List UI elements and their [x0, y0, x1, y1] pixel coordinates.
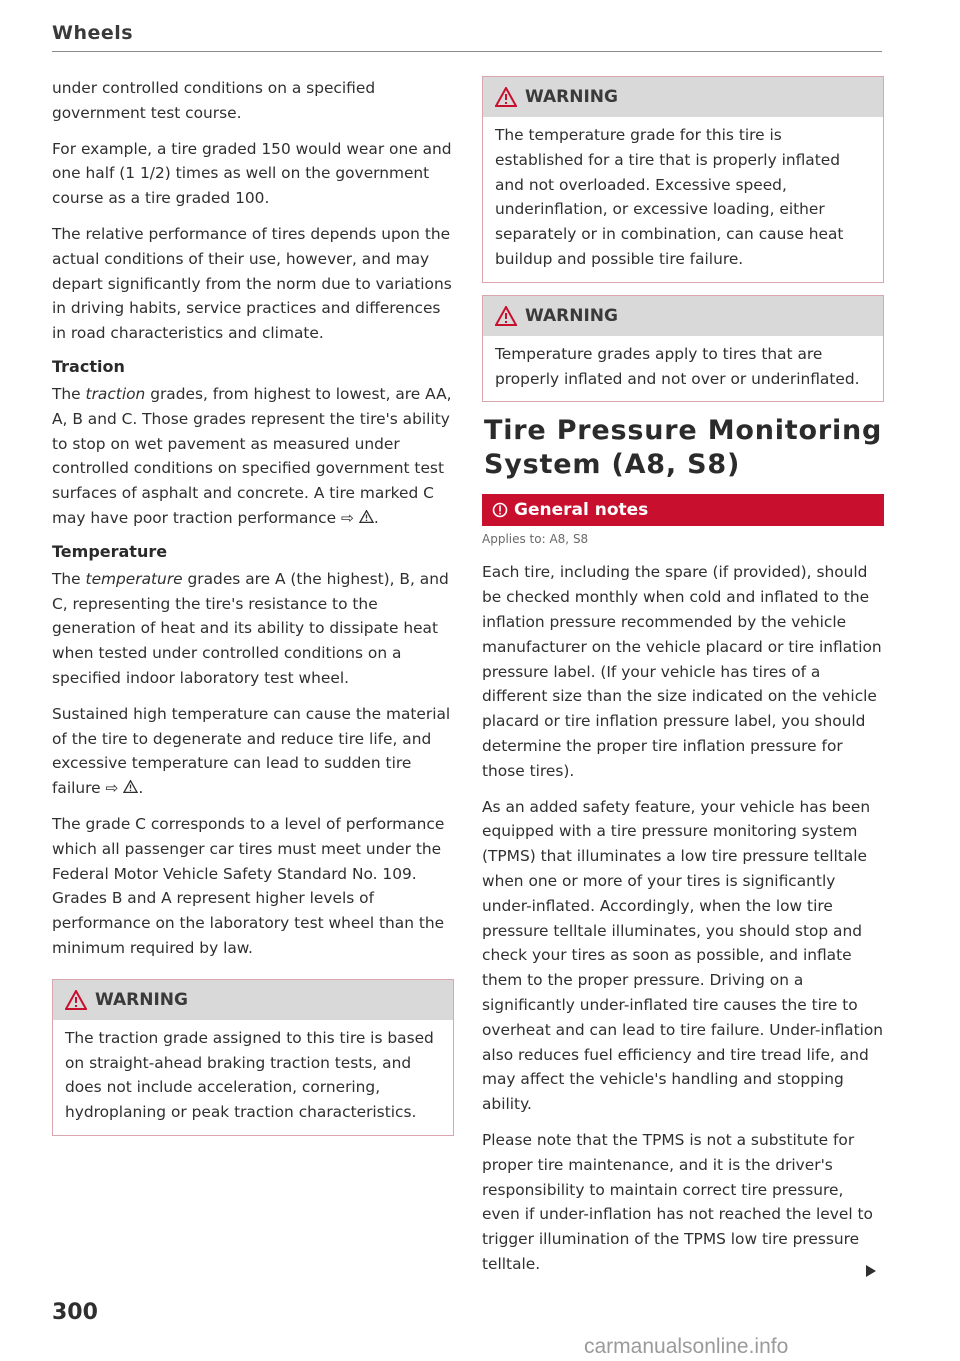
warning-triangle-icon [123, 780, 138, 793]
running-header: Wheels [52, 22, 134, 44]
warning-text: Temperature grades apply to tires that are properly inflated and not over or underinflated. [495, 344, 860, 388]
paragraph: For example, a tire graded 150 would wear one and one half (1 1/2) times as well on the government course as a tire graded 100. [52, 139, 452, 208]
applies-to: Applies to: A8, S8 [482, 532, 589, 547]
warning-label: WARNING [525, 87, 618, 107]
watermark: carmanualsonline.info [584, 1335, 789, 1358]
warning-text: The temperature grade for this tire is established for a tire that is properly inflated and not overloaded. Excessive speed, underinflation, or excessive loading, either separately or in combination, can cause heat buildup and possible tire failure. [495, 126, 844, 268]
warning-header [53, 980, 453, 1020]
emphasis: temperature [85, 569, 183, 588]
right-column [482, 76, 884, 1288]
warning-triangle-icon [65, 990, 87, 1010]
text: The [52, 569, 81, 588]
subsection-title: General notes [514, 500, 649, 521]
emphasis: traction [85, 384, 146, 403]
warning-triangle-icon [495, 87, 517, 107]
text: grades, from highest to lowest, are AA, A, B and C. Those grades represent the tire's ability to stop on wet pavement as measured under controlled conditions on specified government test surfaces of asphalt and concrete. A tire marked C may have poor traction performance [52, 384, 452, 527]
text: grades are A (the highest), B, and C, representing the tire's resistance to the generation of heat and its ability to dissipate heat when tested under controlled conditions on a specified indoor laboratory test wheel. [52, 569, 449, 687]
continue-arrow-icon [866, 1265, 876, 1277]
warning-header [483, 77, 883, 117]
info-icon [492, 502, 508, 518]
paragraph: As an added safety feature, your vehicle has been equipped with a tire pressure monitoring system (TPMS) that illuminates a low tire pressure telltale when one or more of your tires is significantly under-inflated. Accordingly, when the low tire pressure telltale illuminates, you should stop and check your tires as soon as possible, and inflate them to the proper pressure. Driving on a significantly under-inflated tire causes the tire to overheat and can lead to tire failure. Under-inflation also reduces fuel efficiency and tire tread life, and may affect the vehicle's handling and stopping ability. [482, 797, 884, 1114]
header-divider [52, 51, 882, 52]
paragraph: The grade C corresponds to a level of performance which all passenger car tires must meet under the Federal Motor Vehicle Safety Standard No. 109. Grades B and A represent higher levels of performance on the laboratory test wheel than the minimum required by law. [52, 814, 445, 957]
section-title: Tire Pressure Monitoring System (A8, S8) [484, 415, 883, 481]
paragraph: The relative performance of tires depends upon the actual conditions of their use, however, and may depart significantly from the norm due to variations in driving habits, service practices and differences in road characteristics and climate. [52, 224, 452, 343]
warning-triangle-icon [495, 306, 517, 326]
paragraph-traction: The traction grades, from highest to lowest, are AA, A, B and C. Those grades represent the tire's ability to stop on wet pavement as measured under controlled conditions on specified government test surfaces of asphalt and concrete. A tire marked C may have poor traction performance ⇨ . [52, 384, 452, 527]
warning-triangle-icon [359, 510, 374, 523]
ref-arrow-icon: ⇨ [105, 779, 119, 798]
warning-label: WARNING [95, 989, 188, 1010]
page-number: 300 [52, 1300, 98, 1325]
paragraph-temperature [52, 567, 454, 691]
left-column [52, 76, 454, 1148]
heading-traction: Traction [52, 356, 125, 376]
warning-label: WARNING [525, 305, 618, 326]
paragraph: under controlled conditions on a specified government test course. [52, 79, 376, 122]
paragraph-sustained: Sustained high temperature can cause the material of the tire to degenerate and reduce tire life, and excessive temperature can lead to sudden tire failure ⇨ . [52, 704, 451, 798]
subsection-bar [482, 494, 884, 526]
warning-box-temperature [482, 76, 884, 283]
paragraph: Each tire, including the spare (if provided), should be checked monthly when cold and inflated to the inflation pressure recommended by the vehicle manufacturer on the vehicle placard or tire inflation pressure label. (If your vehicle has tires of a different size than the size indicated on the vehicle placard or tire inflation pressure label, you should determine the proper tire inflation pressure for those tires). [482, 563, 882, 780]
warning-text: The traction grade assigned to this tire is based on straight-ahead braking traction tests, and does not include acceleration, cornering, hydroplaning or peak traction characteristics. [65, 1028, 434, 1122]
heading-temperature: Temperature [52, 541, 168, 561]
text: Sustained high temperature can cause the material of the tire to degenerate and reduce tire life, and excessive temperature can lead to sudden tire failure [52, 704, 451, 798]
warning-box-grades [482, 295, 884, 403]
paragraph: Please note that the TPMS is not a substitute for proper tire maintenance, and it is the driver's responsibility to maintain correct tire pressure, even if under-inflation has not reached the level to trigger illumination of the TPMS low tire pressure telltale. [482, 1130, 873, 1273]
ref-arrow-icon: ⇨ [341, 508, 354, 527]
warning-box-traction [52, 979, 454, 1136]
text: The [52, 384, 81, 403]
warning-header [483, 296, 883, 336]
